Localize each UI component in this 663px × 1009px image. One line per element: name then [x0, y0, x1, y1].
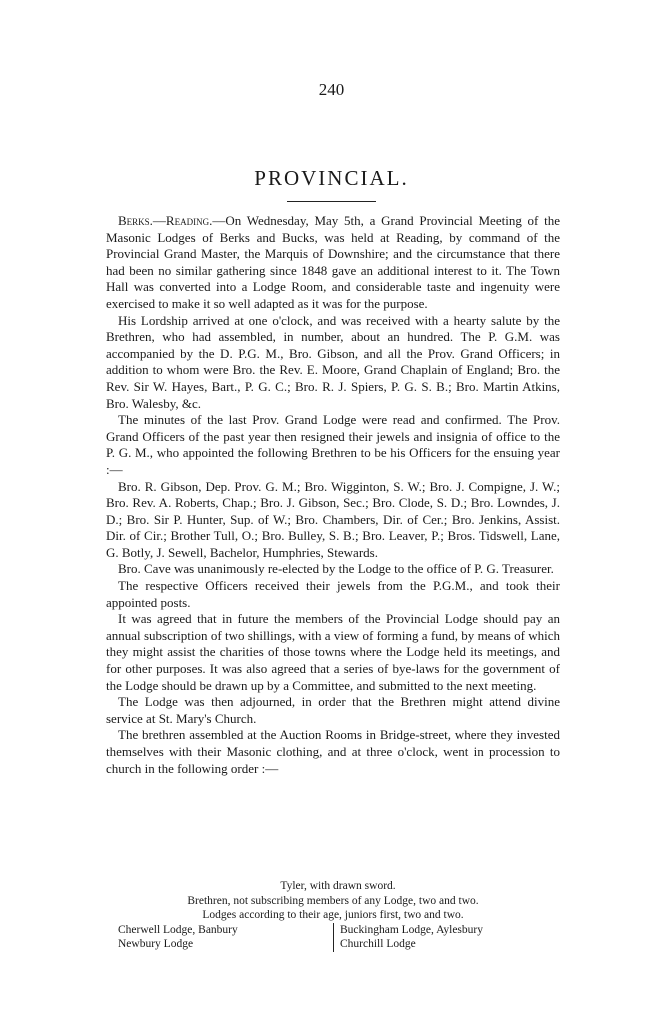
lodge-columns [106, 923, 560, 952]
paragraph-3: The minutes of the last Prov. Grand Lodge were read and confirmed. The Prov. Grand Officers of the past year then resigned their jewels and insignia of office to the P. G. M., who appointed the following Brethren to be his Officers for the ensuing year :— [106, 412, 560, 477]
title-rule [287, 201, 376, 202]
paragraph-1-text: —On Wednesday, May 5th, a Grand Provincial Meeting of the Masonic Lodges of Berks and Bucks, was held at Reading, by command of the Provincial Grand Master, the Marquis of Downshire; and the circumstance that there had been no similar gathering since 1848 gave an additional interest to it. The Town Hall was converted into a Lodge Room, and considerable taste and ingenuity were exercised to make it so well adapted as it was for the purpose. [106, 213, 560, 311]
paragraph-6: The respective Officers received their jewels from the P.G.M., and took their appointed posts. [106, 578, 560, 610]
procession-line-1: Tyler, with drawn sword. [280, 880, 396, 892]
lodge-entry: Churchill Lodge [340, 938, 416, 950]
lead-place: Berks.—Reading. [118, 213, 213, 228]
section-title: PROVINCIAL. [254, 166, 409, 190]
paragraph-4: Bro. R. Gibson, Dep. Prov. G. M.; Bro. Wigginton, S. W.; Bro. J. Compigne, J. W.; Bro. Rev. A. Roberts, Chap.; Bro. J. Gibson, Sec.; Bro. Clode, S. D.; Bro. Lowndes, J. D.; Bro. Sir P. Hunter, Sup. of W.; Bro. Chambers, Dir. of Cer.; Bro. Jenkins, Assist. Dir. of Cir.; Brother Tull, O.; Bro. Bulley, S. B.; Bro. Leaver, P.; Bros. Tidswell, Lane, G. Botly, J. Sewell, Bachelor, Humphries, Stewards. [106, 478, 560, 560]
page-number: 240 [318, 80, 345, 99]
lodge-entry: Newbury Lodge [118, 938, 194, 950]
procession-order [106, 879, 560, 952]
lodge-column-left [106, 923, 333, 952]
lodge-entry: Cherwell Lodge, Banbury [118, 923, 238, 936]
paragraph-9: The brethren assembled at the Auction Rooms in Bridge-street, where they invested themselves with their Masonic clothing, and at three o'clock, went in procession to church in the following order :— [106, 727, 560, 776]
lodge-entry: Buckingham Lodge, Aylesbury [340, 923, 483, 936]
paragraph-7: It was agreed that in future the members of the Provincial Lodge should pay an annual subscription of two shillings, with a view of forming a fund, by means of which they might assist the charities of those towns where the Lodge held its meetings, and for other purposes. It was also agreed that a series of bye-laws for the government of the Lodge should be drawn up by a Committee, and submitted to the next meeting. [106, 611, 560, 693]
lodge-column-right [333, 923, 560, 952]
procession-line-3: Lodges according to their age, juniors first, two and two. [202, 909, 464, 921]
paragraph-5: Bro. Cave was unanimously re-elected by the Lodge to the office of P. G. Treasurer. [118, 561, 554, 577]
article-body [106, 213, 560, 777]
procession-line-2: Brethren, not subscribing members of any Lodge, two and two. [187, 894, 479, 907]
paragraph-8: The Lodge was then adjourned, in order that the Brethren might attend divine service at St. Mary's Church. [106, 694, 560, 726]
paragraph-1 [106, 213, 560, 313]
paragraph-2: His Lordship arrived at one o'clock, and was received with a hearty salute by the Brethren, who had assembled, in number, about an hundred. The P. G.M. was accompanied by the D. P.G. M., Bro. Gibson, and all the Prov. Grand Officers; in addition to whom were Bro. the Rev. E. Moore, Grand Chaplain of England; Bro. the Rev. Sir W. Hayes, Bart., P. G. C.; Bro. R. J. Spiers, P. G. S. B.; Bro. Martin Atkins, Bro. Walesby, &c. [106, 312, 560, 411]
